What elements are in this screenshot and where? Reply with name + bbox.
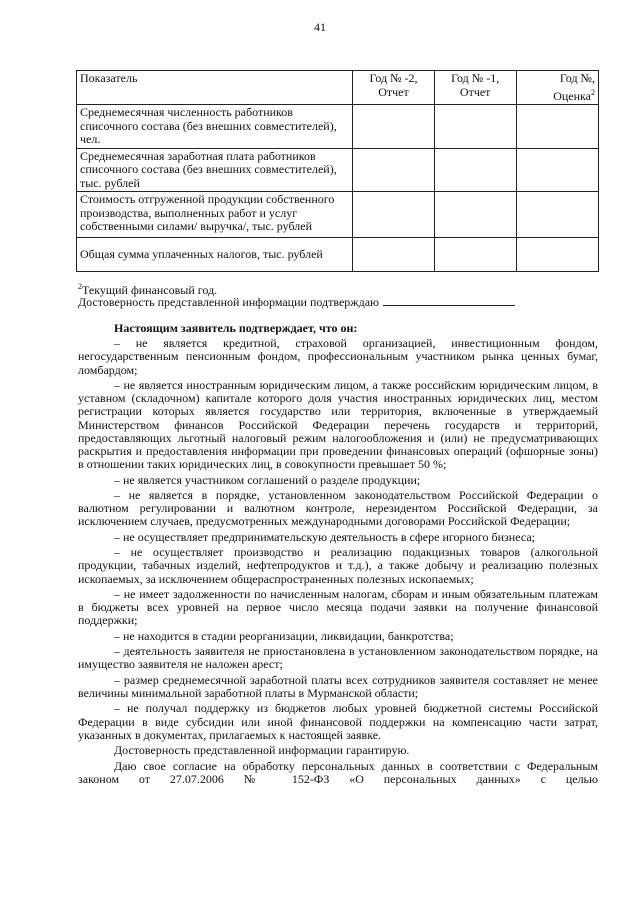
- table-header-row: [77, 71, 599, 105]
- row-value-y-current[interactable]: [516, 238, 598, 272]
- declaration-item: – не находится в стадии реорганизации, ликвидации, банкротства;: [114, 628, 454, 643]
- header-year-current-title: Год №,: [559, 71, 595, 85]
- table-row: [77, 148, 599, 192]
- declaration-item: – не является в порядке, установленном законодательством Российской Федерации о валютном регулировании и валютном контроле, нерезидентом Российской Федерации, за исключением случаев, предусмотренных международными договорами Российской Федерации;: [78, 488, 598, 529]
- guarantee-text: Достоверность представленной информации гарантирую.: [114, 743, 410, 758]
- declaration-item: – не осуществляет производство и реализацию подакцизных товаров (алкогольной продукции, табачных изделий, нефтепродуктов и т.д.), а также добычу и реализацию полезных ископаемых, за исключением общераспространенных полезных ископаемых;: [78, 545, 598, 586]
- header-year-minus-1: [434, 71, 516, 105]
- table-row: [77, 105, 599, 149]
- declaration-item: – не является иностранным юридическим лицом, а также российским юридическим лицом, в уставном (складочном) капитале которого доля участия иностранных юридических лиц, местом регистрации которых является государство или территория, включенные в утверждаемый Министерством финансов Российской Федерации перечень государств и территорий, предоставляющих льготный налоговый режим налогообложения и (или) не предусматривающих раскрытия и предоставления информации при проведении финансовых операций (офшорные зоны) в отношении таких юридических лиц, в совокупности превышает 50 %;: [78, 378, 598, 472]
- declaration-item: – не имеет задолженности по начисленным налогам, сборам и иным обязательным платежам в бюджеты всех уровней на первое число месяца подачи заявки на получение финансовой поддержки;: [78, 586, 598, 628]
- header-year-minus-2-kind: Отчет: [378, 84, 409, 99]
- row-indicator: Стоимость отгруженной продукции собственного производства, выполненных работ и услуг собственными силами/ выручка/, тыс. рублей: [77, 192, 353, 238]
- page-number: 41: [314, 20, 326, 34]
- row-value-y-minus-1[interactable]: [434, 148, 516, 192]
- footnote-text: Текущий финансовый год.: [82, 283, 218, 297]
- declaration-item: – размер среднемесячной заработной платы всех сотрудников заявителя составляет не менее величины минимальной заработной платы в Мурманской области;: [78, 672, 598, 700]
- reliability-confirmation: [78, 295, 515, 309]
- header-indicator: Показатель: [77, 71, 353, 105]
- header-year-minus-1-title: Год № -1,: [451, 71, 500, 85]
- declaration-item: – не получал поддержку из бюджетов любых уровней бюджетной системы Российской Федерации в виде субсидии или иной финансовой поддержки на компенсацию части затрат, указанных в документах, прилагаемых к настоящей заявке.: [78, 701, 598, 742]
- row-value-y-minus-1[interactable]: [434, 105, 516, 149]
- declaration-item: – деятельность заявителя не приостановлена в установленном законодательством порядке, на имущество заявителя не наложен арест;: [78, 644, 598, 672]
- header-year-current-kind: Оценка: [553, 88, 591, 103]
- declaration-heading: Настоящим заявитель подтверждает, что он:: [114, 321, 358, 335]
- header-year-minus-2-title: Год № -2,: [369, 71, 418, 85]
- row-value-y-current[interactable]: [516, 105, 598, 149]
- row-value-y-minus-2[interactable]: [353, 238, 435, 272]
- row-value-y-current[interactable]: [516, 148, 598, 192]
- declaration-item: – не осуществляет предпринимательскую деятельность в сфере игорного бизнеса;: [114, 529, 535, 544]
- signature-line[interactable]: [383, 295, 515, 306]
- row-value-y-minus-2[interactable]: [353, 105, 435, 149]
- row-indicator: Среднемесячная заработная плата работников списочного состава (без внешних совместителей), тыс. рублей: [77, 148, 353, 192]
- header-year-minus-2: [353, 71, 435, 105]
- header-year-minus-1-kind: Отчет: [459, 84, 491, 99]
- row-value-y-minus-1[interactable]: [434, 238, 516, 272]
- row-indicator: Общая сумма уплаченных налогов, тыс. рублей: [77, 238, 353, 272]
- declaration-block: [78, 322, 598, 788]
- reliability-text: Достоверность представленной информации подтверждаю: [78, 295, 379, 309]
- table-row: [77, 192, 599, 238]
- header-footnote-mark: 2: [591, 87, 595, 97]
- header-year-current: [516, 71, 598, 105]
- declaration-item: – не является кредитной, страховой организацией, инвестиционным фондом, негосударственным пенсионным фондом, профессиональным участником рынка ценных бумаг, ломбардом;: [78, 336, 598, 377]
- footnote-mark: 2: [78, 282, 82, 291]
- row-indicator: Среднемесячная численность работников списочного состава (без внешних совместителей), чел.: [77, 105, 353, 149]
- row-value-y-current[interactable]: [516, 192, 598, 238]
- row-value-y-minus-2[interactable]: [353, 148, 435, 192]
- declaration-item: – не является участником соглашений о разделе продукции;: [114, 472, 421, 487]
- row-value-y-minus-1[interactable]: [434, 192, 516, 238]
- row-value-y-minus-2[interactable]: [353, 192, 435, 238]
- consent-text: Даю свое согласие на обработку персональных данных в соответствии с Федеральным законом от 27.07.2006 № 152-ФЗ «О персональных данных» с целью: [78, 758, 598, 786]
- financial-indicators-table: [76, 70, 599, 272]
- table-row: [77, 238, 599, 272]
